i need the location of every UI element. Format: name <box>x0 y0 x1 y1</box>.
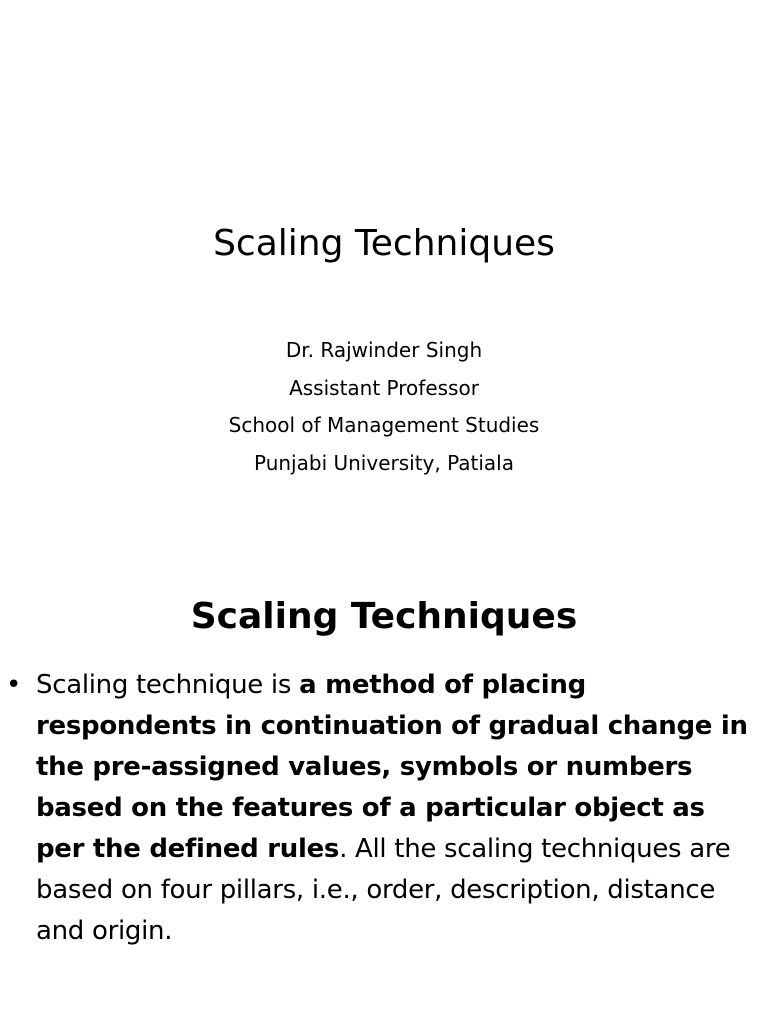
bullet-lead-text: Scaling technique is <box>36 670 300 700</box>
bullet-marker: • <box>6 670 22 700</box>
bullet-bold-definition: a method of placing respondents in continuation of gradual change in the pre-assigned values, symbols or numbers based on the features of a particular object as per the defined rules <box>36 670 748 864</box>
bullet-item <box>6 665 748 952</box>
slide1-subtitle <box>0 332 768 482</box>
author-department: School of Management Studies <box>228 413 540 437</box>
author-name: Dr. Rajwinder Singh <box>285 338 483 362</box>
slide1-title: Scaling Techniques <box>213 223 555 264</box>
slide2-title: Scaling Techniques <box>190 596 578 637</box>
author-institution: Punjabi University, Patiala <box>254 450 514 475</box>
author-position: Assistant Professor <box>289 375 479 400</box>
bullet-tail-text: . All the scaling techniques are based on four pillars, i.e., order, description, distance and origin. <box>36 834 731 946</box>
